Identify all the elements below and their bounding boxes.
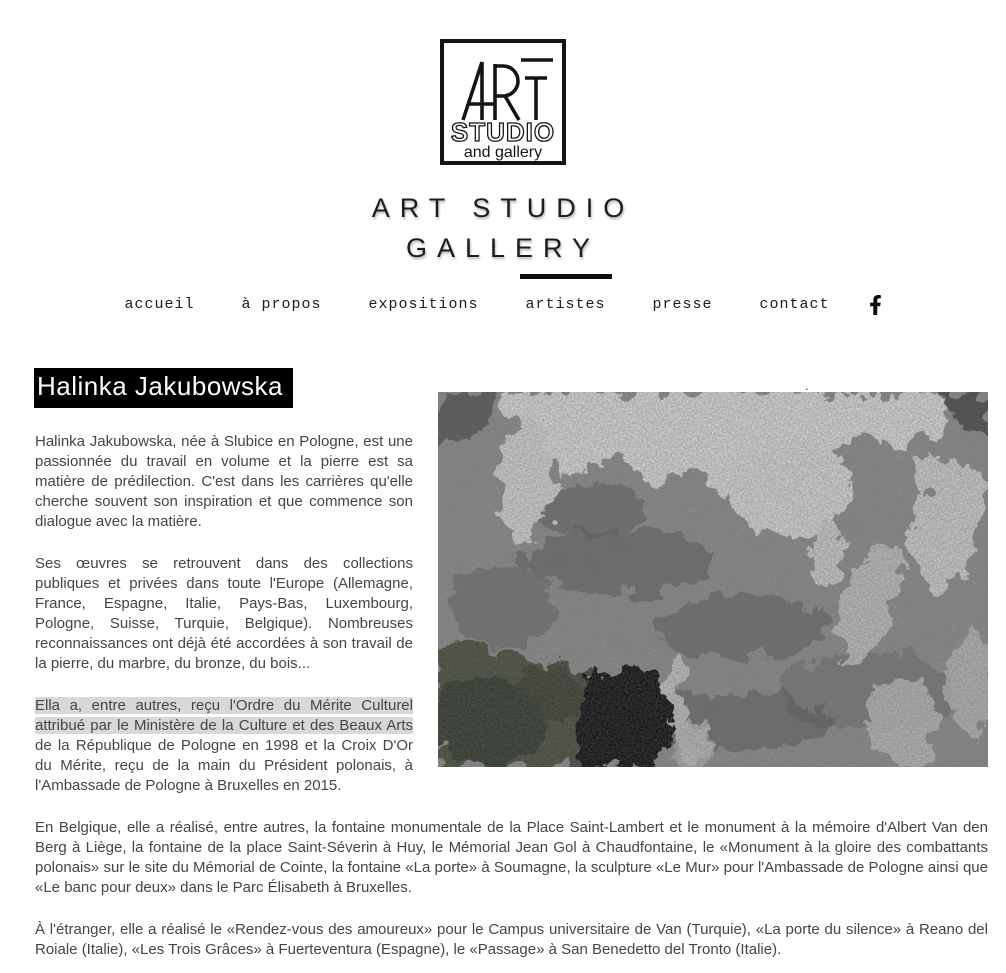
bio-paragraph-5: À l'étranger, elle a réalisé le «Rendez-vous des amoureux» pour le Campus universitaire de Van (Turquie), «La porte du silence» à Reano del Roiale (Italie), «Les Trois Grâces» à Fuerteventura (Espagne), le «Passage» à San Benedetto del Tronto (Italie). [35,921,988,958]
bio-paragraph-2: Ses œuvres se retrouvent dans des collections publiques et privées dans toute l'Europe (Allemagne, France, Espagne, Italie, Pays-Bas, Luxembourg, Pologne, Suisse, Turquie, Belgique). Nombreuses reconnaissances ont déjà été accordées à son travail de la pierre, du marbre, du bronze, du bois... [35,555,413,672]
bio-paragraph-1: Halinka Jakubowska, née à Slubice en Pologne, est une passionnée du travail en volume et la pierre est sa matière de prédilection. C'est dans les carrières qu'elle cherche souvent son inspiration et que commence son dialogue avec la matière. [35,433,413,530]
highlighted-text: Ella a, entre autres, reçu l'Ordre du Mérite Culturel attribué par le Ministère de la Culture et des Beaux Arts [35,697,413,734]
nav-item-presse[interactable]: presse [652,296,713,313]
nav-item-expositions[interactable]: expositions [368,296,479,313]
nav-item-a-propos[interactable]: à propos [241,296,322,313]
brand-title-line1: ART STUDIO [371,193,635,223]
artwork-photo [438,392,988,767]
brand-title-line2: GALLERY [405,233,601,263]
facebook-link[interactable] [869,295,882,315]
art-studio-logo-icon [439,38,567,166]
stray-dot: . [805,378,809,393]
facebook-icon [869,295,882,315]
main-nav [0,295,1006,315]
bio-paragraph-3-rest: de la République de Pologne en 1998 et la Croix D'Or du Mérite, reçu de la main du Président polonais, à l'Ambassade de Pologne à Bruxelles en 2015. [35,737,413,794]
bio-paragraph-4: En Belgique, elle a réalisé, entre autres, la fontaine monumentale de la Place Saint-Lambert et le monument à la mémoire d'Albert Van den Berg à Liège, la fontaine de la place Saint-Séverin à Huy, le Mémorial Jean Gol à Chaudfontaine, le «Monument à la gloire des combattants polonais» sur le site du Mémorial de Cointe, la fontaine «La porte» à Soumagne, la sculpture «Le Mur» pour l'Ambassade de Pologne ainsi que «Le banc pour deux» dans le Parc Élisabeth à Bruxelles. [35,819,988,896]
nav-item-contact[interactable]: contact [759,296,830,313]
site-header [0,0,1006,315]
svg-text:and gallery: and gallery [463,144,543,161]
svg-text:STUDIO: STUDIO [450,117,556,147]
brand-title [0,188,1006,268]
page-title: Halinka Jakubowska [34,368,293,408]
nav-item-artistes[interactable]: artistes [525,296,606,313]
nav-item-accueil[interactable]: accueil [124,296,195,313]
main-content [0,315,1006,960]
stone-texture-image [438,392,988,767]
site-logo[interactable] [439,38,567,166]
